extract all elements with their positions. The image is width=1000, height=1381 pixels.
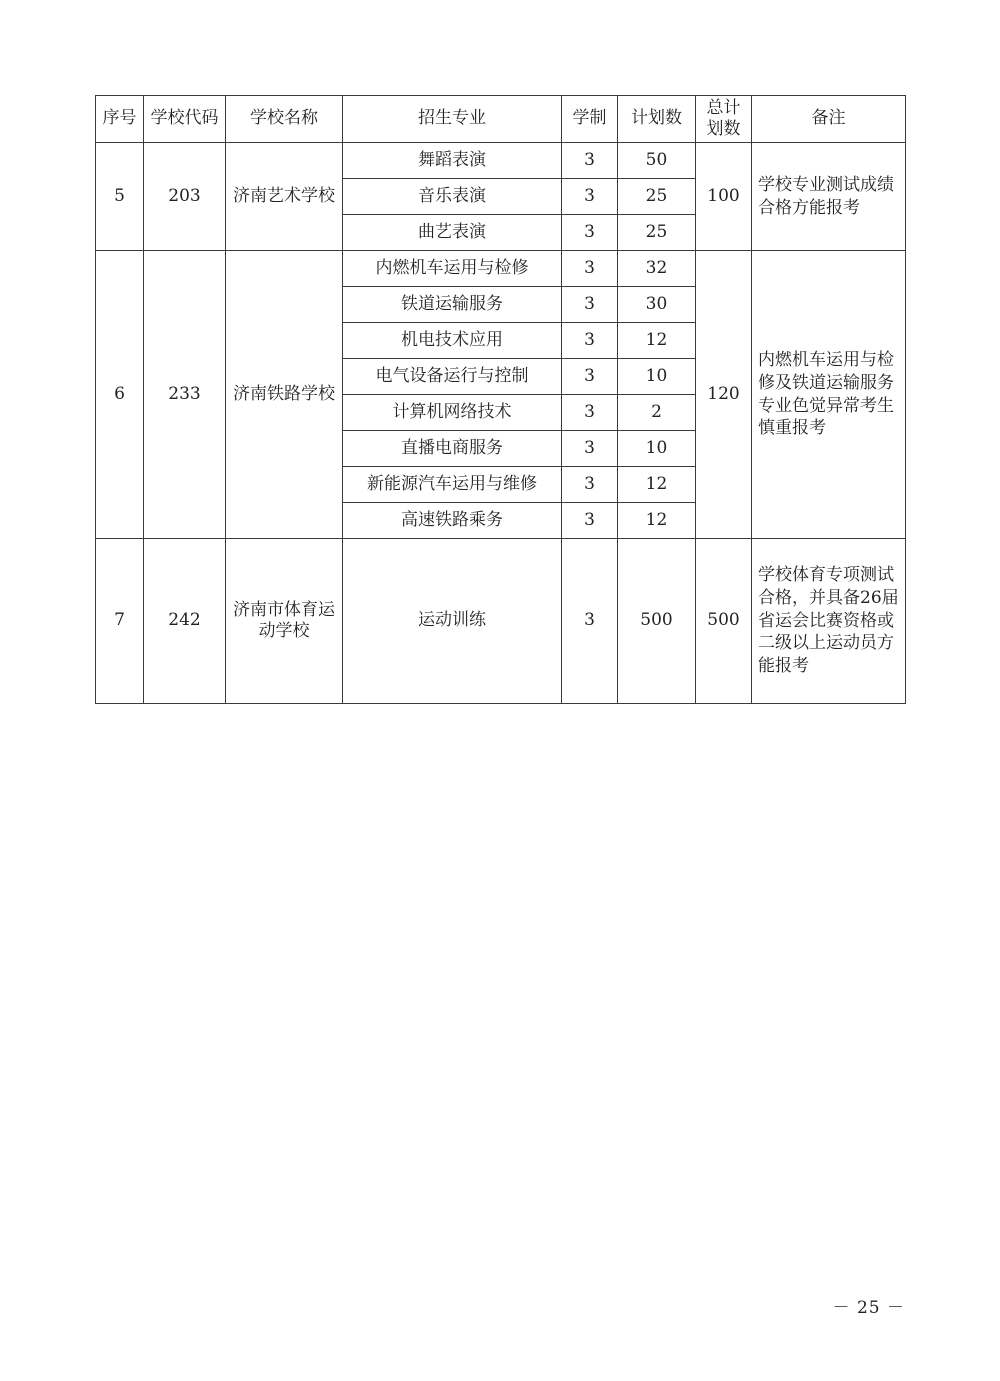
cell-plan: 32 xyxy=(618,251,696,287)
cell-major: 高速铁路乘务 xyxy=(343,503,562,539)
cell-years: 3 xyxy=(562,359,618,395)
header-school-name: 学校名称 xyxy=(226,96,343,143)
header-major: 招生专业 xyxy=(343,96,562,143)
cell-plan: 10 xyxy=(618,431,696,467)
header-total-plan xyxy=(696,96,752,143)
cell-major: 计算机网络技术 xyxy=(343,395,562,431)
cell-plan: 12 xyxy=(618,467,696,503)
cell-plan: 30 xyxy=(618,287,696,323)
cell-years: 3 xyxy=(562,539,618,704)
cell-years: 3 xyxy=(562,395,618,431)
cell-years: 3 xyxy=(562,323,618,359)
cell-major: 舞蹈表演 xyxy=(343,143,562,179)
cell-school-code: 203 xyxy=(144,143,226,251)
cell-major: 曲艺表演 xyxy=(343,215,562,251)
cell-years: 3 xyxy=(562,503,618,539)
header-note: 备注 xyxy=(752,96,906,143)
cell-seq: 7 xyxy=(96,539,144,704)
cell-major: 运动训练 xyxy=(343,539,562,704)
table-row xyxy=(96,251,906,287)
cell-years: 3 xyxy=(562,143,618,179)
cell-total: 100 xyxy=(696,143,752,251)
cell-plan: 25 xyxy=(618,179,696,215)
cell-school-name: 济南市体育运动学校 xyxy=(226,539,343,704)
cell-note: 学校体育专项测试合格，并具备26届省运会比赛资格或二级以上运动员方能报考 xyxy=(752,539,906,704)
header-total-line2: 划数 xyxy=(706,119,741,139)
cell-years: 3 xyxy=(562,467,618,503)
cell-years: 3 xyxy=(562,179,618,215)
cell-total: 120 xyxy=(696,251,752,539)
cell-major: 机电技术应用 xyxy=(343,323,562,359)
cell-note: 学校专业测试成绩合格方能报考 xyxy=(752,143,906,251)
cell-plan: 2 xyxy=(618,395,696,431)
header-plan-count: 计划数 xyxy=(618,96,696,143)
cell-years: 3 xyxy=(562,215,618,251)
cell-school-name: 济南艺术学校 xyxy=(226,143,343,251)
cell-years: 3 xyxy=(562,287,618,323)
cell-school-code: 242 xyxy=(144,539,226,704)
header-school-code: 学校代码 xyxy=(144,96,226,143)
enrollment-plan-table xyxy=(95,95,906,704)
cell-major: 铁道运输服务 xyxy=(343,287,562,323)
cell-note: 内燃机车运用与检修及铁道运输服务专业色觉异常考生慎重报考 xyxy=(752,251,906,539)
page-number: － 25 － xyxy=(832,1298,905,1318)
cell-school-code: 233 xyxy=(144,251,226,539)
header-seq: 序号 xyxy=(96,96,144,143)
cell-major: 新能源汽车运用与维修 xyxy=(343,467,562,503)
cell-years: 3 xyxy=(562,251,618,287)
cell-major: 电气设备运行与控制 xyxy=(343,359,562,395)
cell-years: 3 xyxy=(562,431,618,467)
cell-seq: 5 xyxy=(96,143,144,251)
header-years: 学制 xyxy=(562,96,618,143)
cell-major: 直播电商服务 xyxy=(343,431,562,467)
header-row xyxy=(96,96,906,143)
cell-seq: 6 xyxy=(96,251,144,539)
cell-plan: 10 xyxy=(618,359,696,395)
table-row xyxy=(96,143,906,179)
cell-plan: 12 xyxy=(618,323,696,359)
cell-plan: 12 xyxy=(618,503,696,539)
cell-school-name: 济南铁路学校 xyxy=(226,251,343,539)
cell-plan: 50 xyxy=(618,143,696,179)
cell-major: 音乐表演 xyxy=(343,179,562,215)
cell-total: 500 xyxy=(696,539,752,704)
cell-plan: 25 xyxy=(618,215,696,251)
table-row xyxy=(96,539,906,704)
header-total-line1: 总计 xyxy=(706,97,741,118)
cell-major: 内燃机车运用与检修 xyxy=(343,251,562,287)
cell-plan: 500 xyxy=(618,539,696,704)
